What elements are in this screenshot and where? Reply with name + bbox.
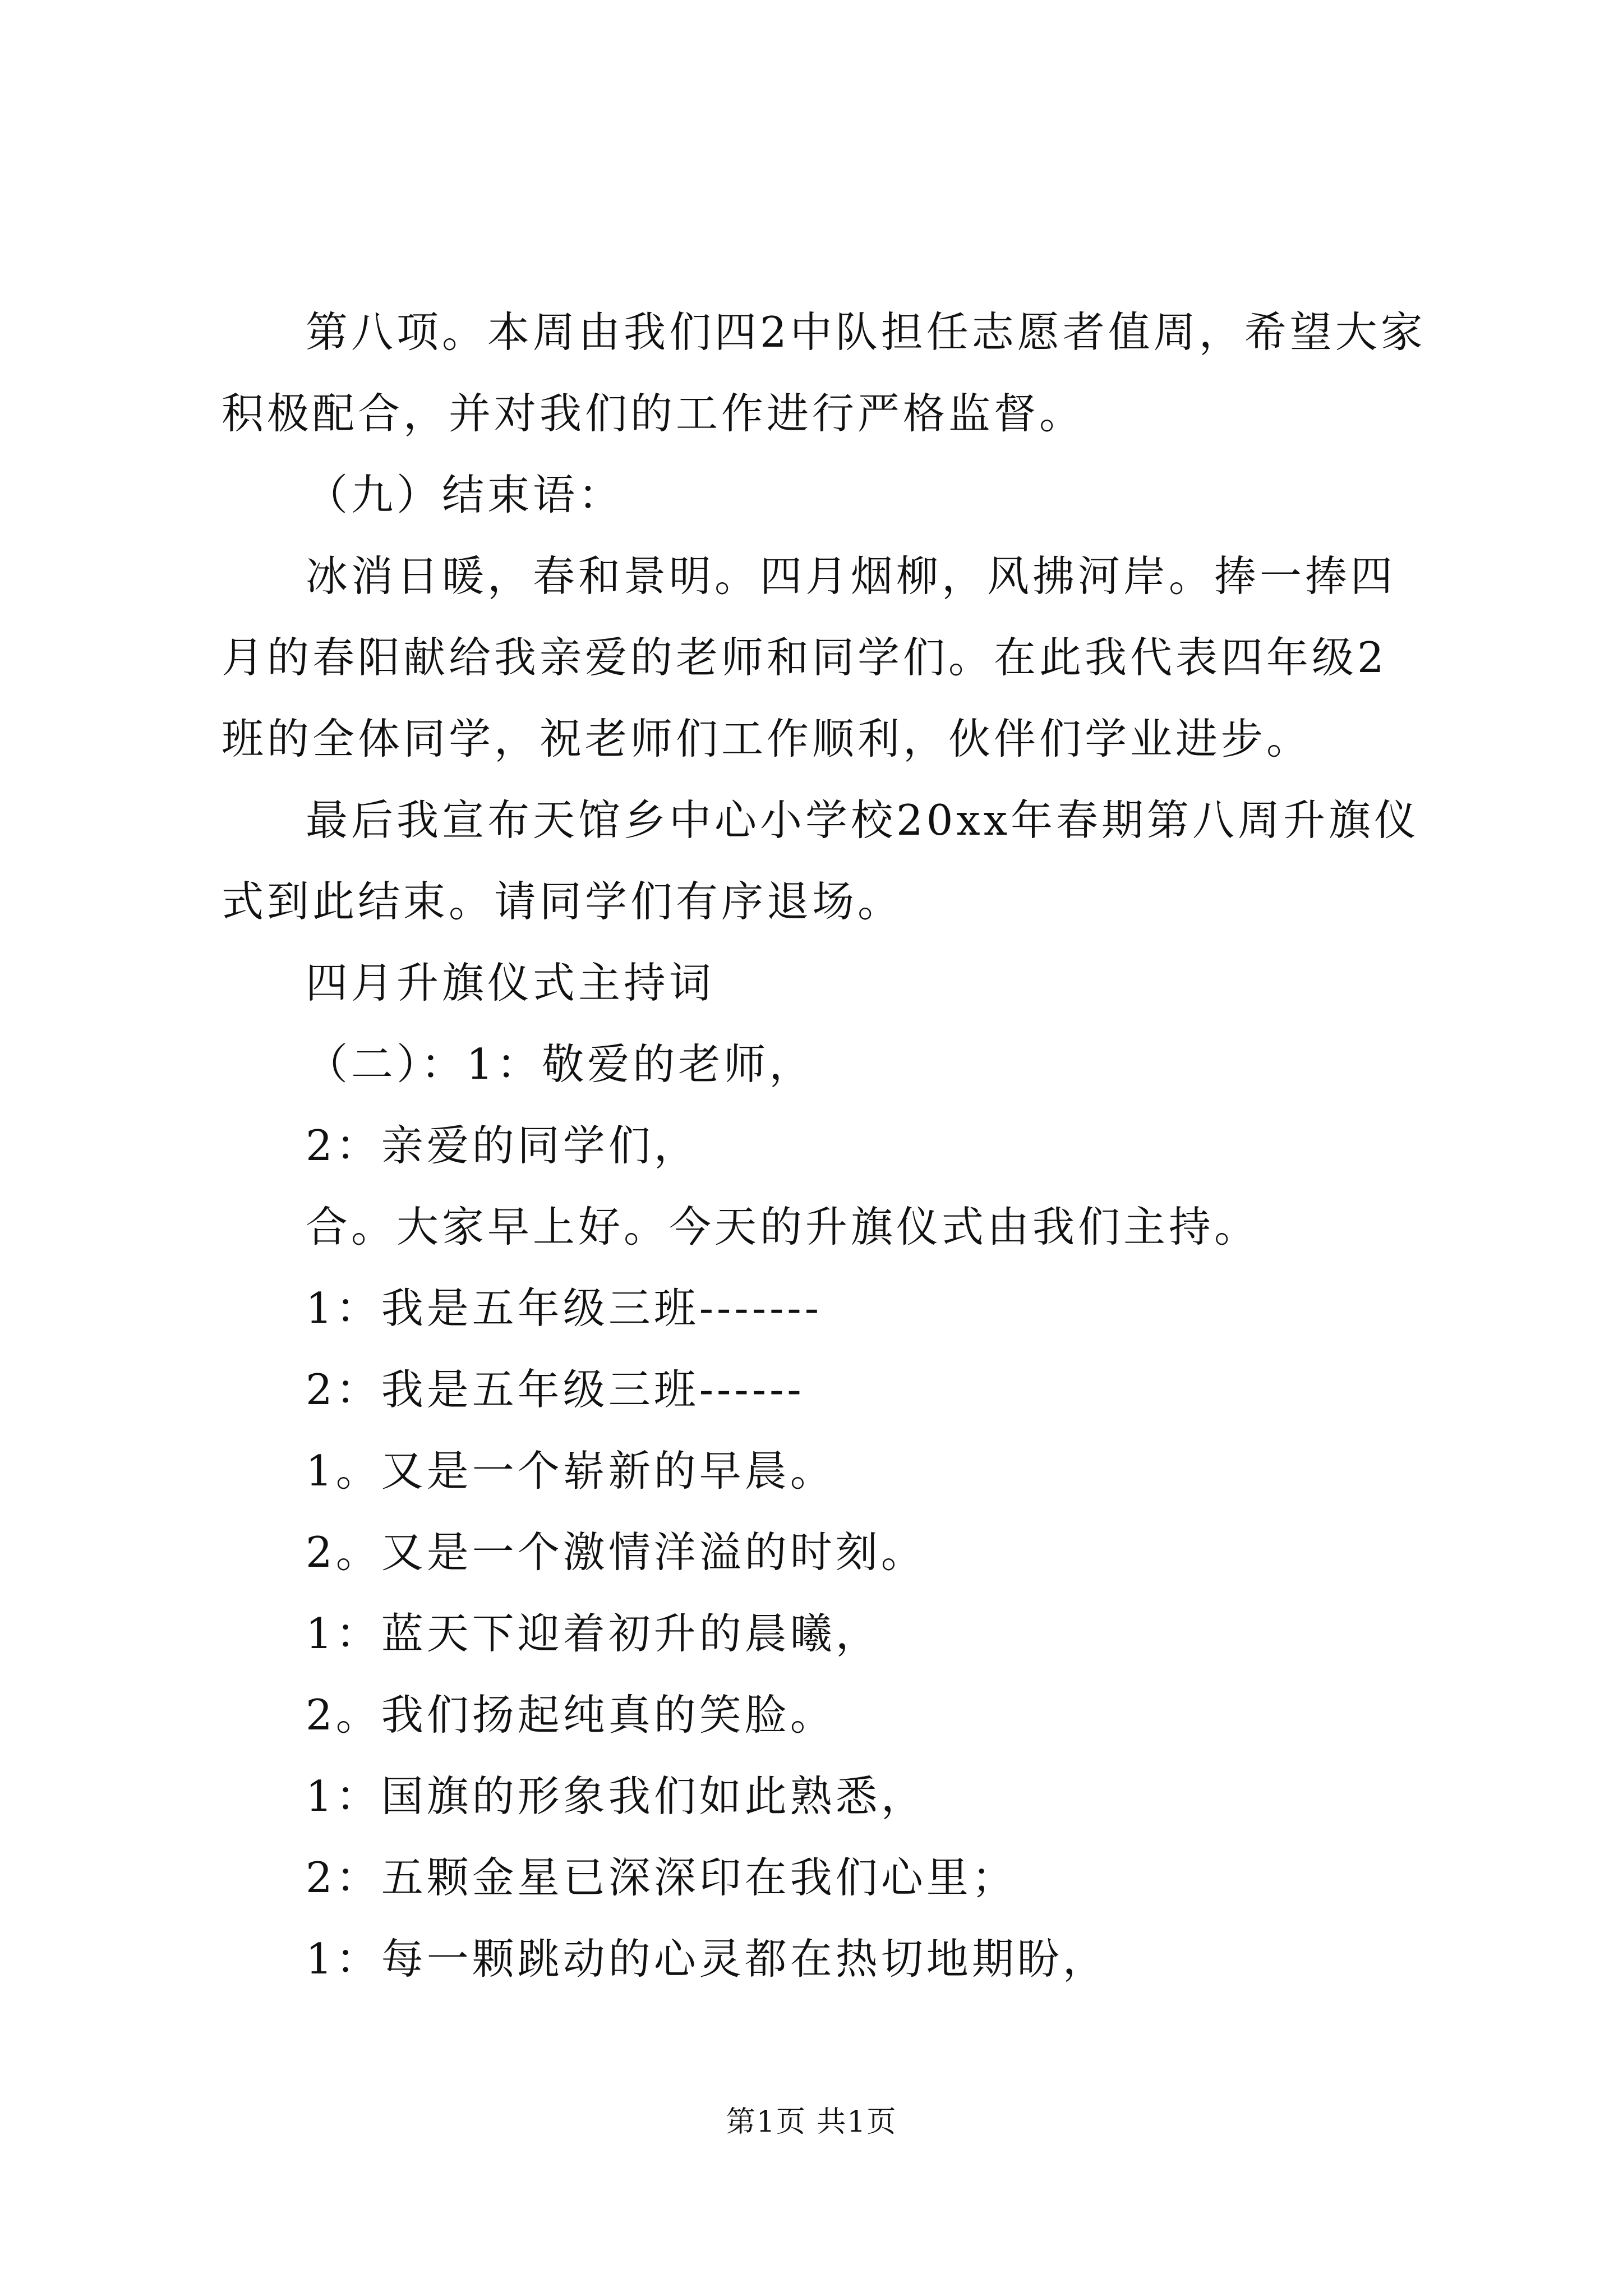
script-line: 1：蓝天下迎着初升的晨曦， [306, 1609, 881, 1658]
paragraph-closing-speech: 冰消日暖，春和景明。四月烟柳，风拂河岸。捧一捧四月的春阳献给我亲爱的老师和同学们。在此我代表四年级2班的全体同学，祝老师们工作顺利，伙伴们学业进步。 [222, 551, 1396, 763]
script-line: 2。我们扬起纯真的笑脸。 [306, 1690, 836, 1740]
script-line: 2：亲爱的同学们， [306, 1121, 699, 1170]
document-body [222, 292, 1427, 2000]
script-line: 2：五颗金星已深深印在我们心里； [306, 1853, 1017, 1902]
script-line: 1：我是五年级三班------- [306, 1283, 823, 1333]
document-subtitle: 四月升旗仪式主持词 [306, 958, 715, 1007]
section-heading-closing: （九）结束语： [306, 470, 624, 519]
paragraph-announcement: 最后我宣布天馆乡中心小学校20xx年春期第八周升旗仪式到此结束。请同学们有序退场。 [222, 795, 1420, 926]
script-line: 2：我是五年级三班------ [306, 1365, 805, 1414]
script-line: 1。又是一个崭新的早晨。 [306, 1446, 836, 1496]
script-line: 1：国旗的形象我们如此熟悉， [306, 1772, 926, 1821]
script-line: （二）：1：敬爱的老师， [306, 1039, 815, 1089]
paragraph-item-8: 第八项。本周由我们四2中队担任志愿者值周，希望大家积极配合，并对我们的工作进行严格监督。 [222, 307, 1426, 438]
script-line: 合。大家早上好。今天的升旗仪式由我们主持。 [306, 1202, 1260, 1251]
script-line: 2。又是一个激情洋溢的时刻。 [306, 1527, 926, 1577]
script-line: 1：每一颗跳动的心灵都在热切地期盼， [306, 1934, 1108, 1984]
page-number-footer: 第1页 共1页 [726, 2105, 897, 2139]
